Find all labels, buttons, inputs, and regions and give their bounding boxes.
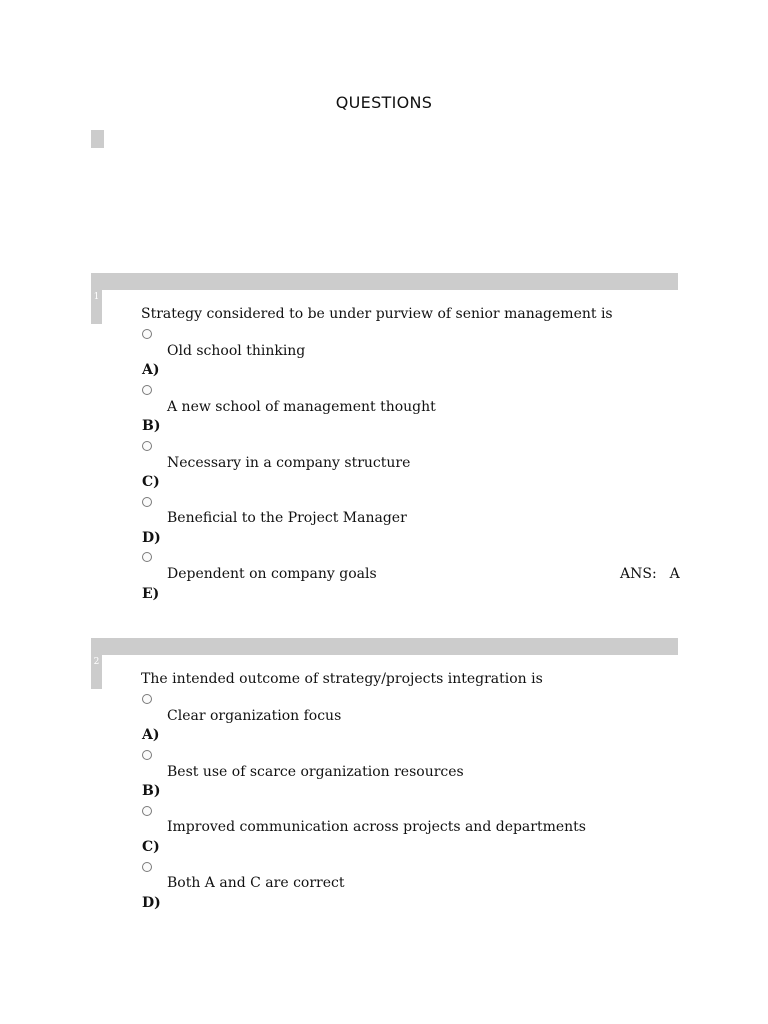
option-letter: C) bbox=[142, 474, 160, 490]
answer-value: A bbox=[669, 566, 680, 582]
option-text: Best use of scarce organization resources bbox=[167, 764, 464, 780]
radio-button[interactable] bbox=[142, 552, 152, 562]
option-letter: B) bbox=[142, 783, 161, 799]
question-1-text: Strategy considered to be under purview of senior management is bbox=[141, 306, 613, 322]
radio-button[interactable] bbox=[142, 694, 152, 704]
radio-button[interactable] bbox=[142, 329, 152, 339]
question-2-text: The intended outcome of strategy/projects integration is bbox=[141, 671, 543, 687]
answer-key bbox=[620, 566, 680, 582]
question-2-number: 2 bbox=[93, 657, 100, 667]
option-letter: A) bbox=[142, 727, 160, 743]
question-1-header-bar bbox=[91, 273, 678, 290]
answer-label: ANS: bbox=[620, 566, 657, 582]
option-text: A new school of management thought bbox=[167, 399, 436, 415]
page-title: QUESTIONS bbox=[335, 93, 433, 112]
option-letter: C) bbox=[142, 839, 160, 855]
option-letter: D) bbox=[142, 530, 161, 546]
option-text: Beneficial to the Project Manager bbox=[167, 510, 407, 526]
radio-button[interactable] bbox=[142, 385, 152, 395]
option-text: Dependent on company goals bbox=[167, 566, 377, 582]
option-letter: E) bbox=[142, 586, 160, 602]
question-1-number: 1 bbox=[93, 292, 100, 302]
option-letter: B) bbox=[142, 418, 161, 434]
option-text: Improved communication across projects and departments bbox=[167, 819, 586, 835]
option-text: Clear organization focus bbox=[167, 708, 342, 724]
radio-button[interactable] bbox=[142, 862, 152, 872]
question-2-header-bar bbox=[91, 638, 678, 655]
radio-button[interactable] bbox=[142, 750, 152, 760]
option-text: Old school thinking bbox=[167, 343, 306, 359]
option-text: Necessary in a company structure bbox=[167, 455, 411, 471]
radio-button[interactable] bbox=[142, 806, 152, 816]
radio-button[interactable] bbox=[142, 497, 152, 507]
option-text: Both A and C are correct bbox=[167, 875, 345, 891]
option-letter: D) bbox=[142, 895, 161, 911]
header-marker bbox=[91, 130, 104, 148]
option-letter: A) bbox=[142, 362, 160, 378]
radio-button[interactable] bbox=[142, 441, 152, 451]
